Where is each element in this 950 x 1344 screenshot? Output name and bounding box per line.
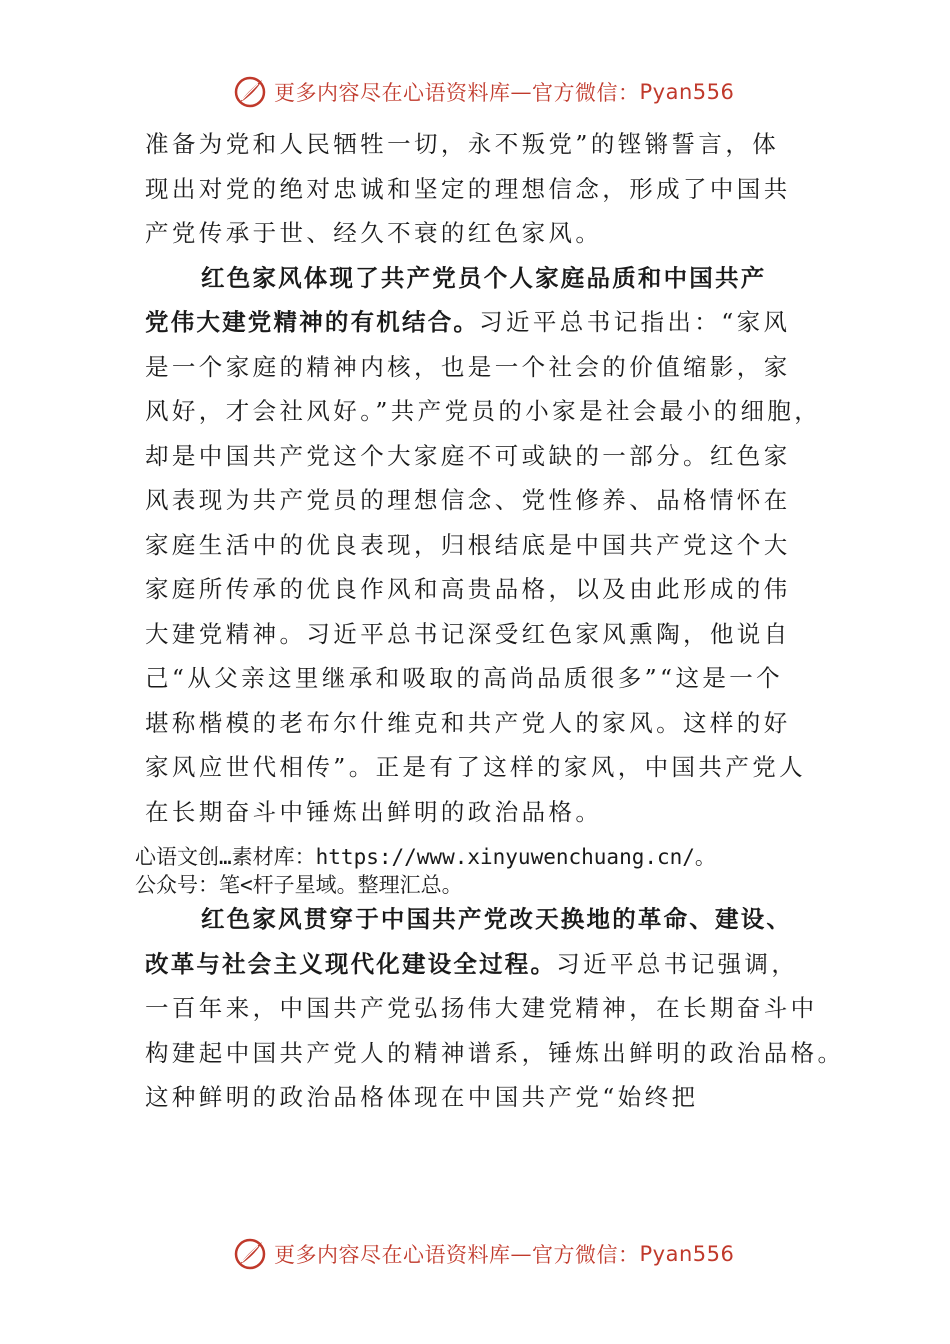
- text-line: 构建起中国共产党人的精神谱系，锤炼出鲜明的政治品格。: [145, 1038, 845, 1067]
- text-line: 家风应世代相传”。正是有了这样的家风，中国共产党人: [145, 753, 807, 781]
- article-body-continued: [145, 897, 845, 1120]
- feather-circle-logo-icon: [232, 1236, 268, 1272]
- text-line: 改革与社会主义现代化建设全过程。习近平总书记强调，: [145, 949, 799, 978]
- source-note-account: 公众号：笔<杆子星域。整理汇总。: [135, 873, 463, 897]
- text-line: 现出对党的绝对忠诚和坚定的理想信念，形成了中国共: [145, 174, 791, 203]
- watermark-wechat-id: Pyan556: [639, 80, 735, 104]
- paragraph-heading-line: 红色家风贯穿于中国共产党改天换地的革命、建设、: [201, 905, 793, 933]
- text-line: 己“从父亲这里继承和吸取的高尚品质很多”“这是一个: [145, 664, 784, 692]
- text-line: 堪称楷模的老布尔什维克和共产党人的家风。这样的好: [145, 708, 791, 737]
- text-line: 这种鲜明的政治品格体现在中国共产党“始终把: [145, 1083, 699, 1111]
- source-note-url: 心语文创…素材库：https://www.xinyuwenchuang.cn/。: [135, 845, 716, 869]
- feather-circle-logo-icon: [232, 74, 268, 110]
- watermark-brand: 更多内容尽在心语资料库: [274, 81, 511, 105]
- text-line: 家庭所传承的优良作风和高贵品格，以及由此形成的伟: [145, 575, 791, 603]
- watermark-separator: —: [510, 1242, 532, 1266]
- watermark-wechat-label: 官方微信：: [532, 1243, 640, 1267]
- text-line: 风好，才会社风好。”共产党员的小家是社会最小的细胞，: [145, 397, 822, 425]
- text-line: 一百年来，中国共产党弘扬伟大建党精神，在长期奋斗中: [145, 994, 818, 1022]
- watermark-separator: —: [510, 80, 532, 104]
- text-line: 在长期奋斗中锤炼出鲜明的政治品格。: [145, 797, 603, 826]
- text-line: 风表现为共产党员的理想信念、党性修养、品格情怀在: [145, 486, 791, 514]
- footer-watermark: [232, 1236, 734, 1272]
- text-line: 却是中国共产党这个大家庭不可或缺的一部分。红色家: [145, 441, 791, 470]
- text-line: 党伟大建党精神的有机结合。习近平总书记指出：“家风: [145, 308, 791, 336]
- text-line: 准备为党和人民牺牲一切，永不叛党”的铿锵誓言，体: [145, 130, 780, 158]
- header-watermark: [232, 74, 734, 110]
- watermark-wechat-label: 官方微信：: [532, 81, 640, 105]
- watermark-wechat-id: Pyan556: [639, 1242, 735, 1266]
- paragraph-heading-line: 红色家风体现了共产党员个人家庭品质和中国共产: [201, 263, 767, 292]
- watermark-brand: 更多内容尽在心语资料库: [274, 1243, 511, 1267]
- text-line: 产党传承于世、经久不衰的红色家风。: [145, 219, 603, 247]
- text-line: 家庭生活中的优良表现，归根结底是中国共产党这个大: [145, 530, 791, 559]
- text-line: 大建党精神。习近平总书记深受红色家风熏陶，他说自: [145, 619, 791, 648]
- article-body: [145, 122, 825, 834]
- text-line: 是一个家庭的精神内核，也是一个社会的价值缩影，家: [145, 352, 791, 381]
